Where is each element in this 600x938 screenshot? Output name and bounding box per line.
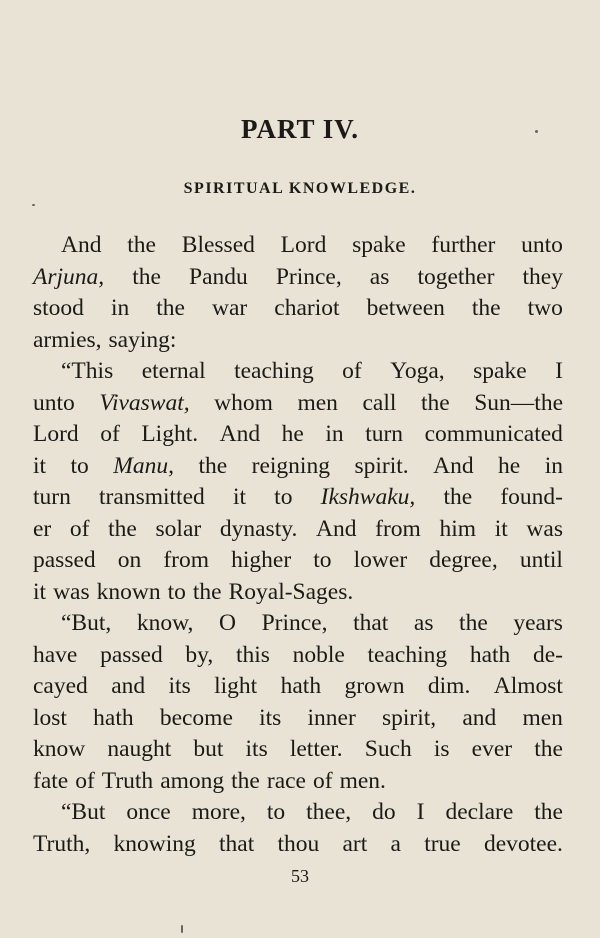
word: I xyxy=(555,358,563,384)
word: spirit, xyxy=(381,704,437,731)
word: stood xyxy=(33,295,84,321)
word: art xyxy=(342,830,368,857)
text-line xyxy=(33,545,563,577)
word: hath xyxy=(469,641,511,668)
word: inner xyxy=(307,704,356,731)
word: Yoga, xyxy=(390,358,445,384)
word: until xyxy=(519,547,563,573)
word: unto xyxy=(33,389,75,416)
text-line xyxy=(33,608,563,640)
text-line xyxy=(33,703,563,735)
word: in xyxy=(325,421,344,447)
word: higher xyxy=(231,547,292,573)
text-line xyxy=(33,640,563,672)
word: that xyxy=(353,610,389,636)
text-line xyxy=(33,230,563,262)
word: of xyxy=(342,358,362,384)
text-line xyxy=(33,262,563,294)
word: saying: xyxy=(108,326,177,353)
word: And xyxy=(219,421,261,447)
print-speck xyxy=(32,204,35,206)
word: devotee. xyxy=(483,830,563,857)
word: from xyxy=(163,547,210,573)
word: naught xyxy=(107,736,172,762)
word: thee, xyxy=(306,799,352,825)
word: hath xyxy=(93,704,134,731)
word: to xyxy=(266,799,286,825)
word: Light. xyxy=(141,421,199,447)
word: “But xyxy=(61,799,106,825)
word: men xyxy=(522,704,563,731)
word: Lord xyxy=(280,232,327,258)
word: the xyxy=(534,736,563,762)
word: they xyxy=(522,263,563,290)
word: de- xyxy=(532,641,563,668)
word: the xyxy=(534,799,563,825)
word: its xyxy=(259,704,282,731)
word: degree, xyxy=(429,547,498,573)
word: have xyxy=(33,641,78,668)
word: it xyxy=(494,515,508,542)
word: do xyxy=(372,799,396,825)
body-text xyxy=(33,230,563,860)
word: spirit. xyxy=(354,452,409,479)
word: as xyxy=(413,610,434,636)
word: lost xyxy=(33,704,67,731)
word: teaching xyxy=(367,641,448,668)
word: the xyxy=(459,610,488,636)
word: it xyxy=(33,578,47,605)
word: unto xyxy=(521,232,563,258)
word: two xyxy=(527,295,563,321)
word: this xyxy=(235,641,270,668)
text-line xyxy=(33,419,563,451)
word: know, xyxy=(136,610,194,636)
word: the xyxy=(198,452,228,479)
word: “This xyxy=(61,358,114,384)
word: solar xyxy=(155,515,202,542)
word: O xyxy=(219,610,236,636)
word: its xyxy=(245,736,268,762)
text-line xyxy=(33,577,563,609)
word: lower xyxy=(353,547,408,573)
word: together xyxy=(417,263,495,290)
word: Prince, xyxy=(275,263,342,290)
text-line xyxy=(33,734,563,766)
part-title: PART IV. xyxy=(240,114,360,144)
word: Royal-Sages. xyxy=(228,578,354,605)
word: by, xyxy=(185,641,214,668)
word: knowing xyxy=(113,830,196,857)
word: to xyxy=(313,547,332,573)
word: Ikshwaku, xyxy=(320,484,416,510)
word: teaching xyxy=(234,358,314,384)
word: among xyxy=(160,767,225,794)
word: turn xyxy=(365,421,404,447)
word: I xyxy=(416,799,425,825)
word: dim. xyxy=(427,673,471,699)
word: the xyxy=(132,263,161,290)
word: noble xyxy=(292,641,345,668)
word: ever xyxy=(471,736,513,762)
word: Prince, xyxy=(261,610,328,636)
word: And xyxy=(433,452,474,479)
word: men. xyxy=(339,767,386,794)
word: Truth, xyxy=(33,830,91,857)
word: of xyxy=(75,767,95,794)
word: was xyxy=(53,578,90,605)
word: to xyxy=(70,452,89,479)
print-speck xyxy=(181,925,183,933)
word: Blessed xyxy=(181,232,255,258)
word: passed xyxy=(100,641,163,668)
word: passed xyxy=(33,547,96,573)
text-line xyxy=(33,797,563,829)
word: armies, xyxy=(33,326,102,353)
word: known xyxy=(96,578,161,605)
word: men xyxy=(297,389,338,416)
word: and xyxy=(462,704,497,731)
word: that xyxy=(218,830,255,857)
word: Lord xyxy=(33,421,79,447)
text-line xyxy=(33,671,563,703)
word: the xyxy=(420,389,450,416)
word: Vivaswat, xyxy=(99,389,190,416)
word: cayed xyxy=(33,673,88,699)
word: between xyxy=(366,295,445,321)
word: a xyxy=(390,830,401,857)
word: of xyxy=(100,421,120,447)
word: as xyxy=(369,263,390,290)
word: war xyxy=(212,295,248,321)
word: transmitted xyxy=(99,484,205,510)
text-line xyxy=(33,766,563,798)
word: letter. xyxy=(289,736,343,762)
word: reigning xyxy=(251,452,330,479)
word: in xyxy=(110,295,130,321)
word: on xyxy=(117,547,142,573)
word: the xyxy=(156,295,185,321)
word: declare xyxy=(445,799,514,825)
word: once xyxy=(126,799,171,825)
word: chariot xyxy=(274,295,340,321)
word: Almost xyxy=(493,673,563,699)
text-line xyxy=(33,388,563,420)
word: And xyxy=(316,515,357,542)
word: years xyxy=(513,610,563,636)
word: Truth xyxy=(101,767,154,794)
word: of xyxy=(69,515,90,542)
text-line xyxy=(33,514,563,546)
word: in xyxy=(544,452,563,479)
word: its xyxy=(168,673,191,699)
page-number: 53 xyxy=(291,866,309,886)
word: “But, xyxy=(61,610,112,636)
word: eternal xyxy=(141,358,206,384)
word: is xyxy=(433,736,450,762)
word: light xyxy=(214,673,258,699)
word: Sun—the xyxy=(474,389,563,416)
word: it xyxy=(232,484,246,510)
word: know xyxy=(33,736,86,762)
word: Arjuna, xyxy=(33,263,105,290)
word: fate xyxy=(33,767,69,794)
print-speck xyxy=(535,130,538,133)
text-line xyxy=(33,293,563,325)
word: and xyxy=(111,673,146,699)
word: Manu, xyxy=(113,452,174,479)
word: more, xyxy=(191,799,246,825)
word: Such xyxy=(364,736,412,762)
word: spake xyxy=(473,358,527,384)
word: become xyxy=(159,704,233,731)
word: true xyxy=(424,830,461,857)
word: the xyxy=(127,232,156,258)
word: the xyxy=(471,295,501,321)
word: turn xyxy=(33,484,71,510)
word: he xyxy=(281,421,304,447)
word: dynasty. xyxy=(219,515,298,542)
word: found- xyxy=(500,484,563,510)
word: call xyxy=(362,389,397,416)
text-line xyxy=(33,829,563,861)
text-line xyxy=(33,325,563,357)
word: whom xyxy=(214,389,273,416)
word: from xyxy=(375,515,421,542)
word: the xyxy=(443,484,473,510)
word: grown xyxy=(344,673,405,699)
word: hath xyxy=(280,673,322,699)
word: but xyxy=(193,736,224,762)
word: the xyxy=(231,767,260,794)
text-line xyxy=(33,356,563,388)
word: of xyxy=(313,767,333,794)
text-line xyxy=(33,482,563,514)
word: Pandu xyxy=(189,263,248,290)
word: him xyxy=(439,515,477,542)
word: communicated xyxy=(424,421,563,447)
word: to xyxy=(167,578,186,605)
word: race xyxy=(266,767,306,794)
word: spake xyxy=(352,232,406,258)
word: he xyxy=(498,452,521,479)
text-line xyxy=(33,451,563,483)
word: thou xyxy=(277,830,320,857)
word: And xyxy=(61,232,102,258)
word: the xyxy=(192,578,222,605)
word: further xyxy=(431,232,496,258)
word: it xyxy=(33,452,47,479)
word: er xyxy=(33,515,52,542)
word: to xyxy=(274,484,293,510)
word: the xyxy=(108,515,137,542)
word: was xyxy=(526,515,563,542)
section-title: SPIRITUAL KNOWLEDGE. xyxy=(183,180,417,197)
